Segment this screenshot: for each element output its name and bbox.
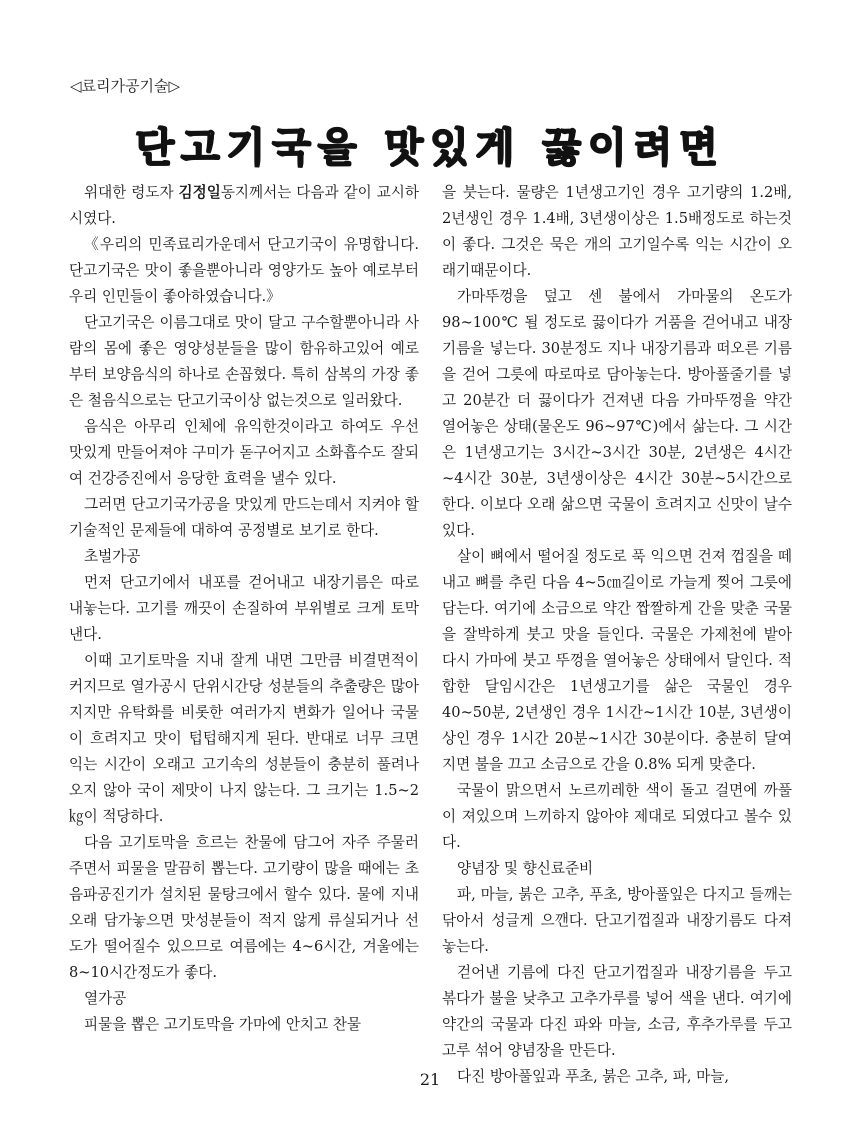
left-paragraph-5: 이때 고기토막을 지내 잘게 내면 그만큼 비결면적이 커지므로 열가공시 단위시간당 성분들의 추출량은 많아지지만 유탁화를 비롯한 여러가지 변화가 일어나 국물이 흐려지고 맛이 텁텁해지게 된다. 반대로 너무 크면 익는 시간이 오래고 고기속의 성분들이 충분히 풀려나오지 않아 국이 제맛이 나지 않는다. 그 크기는 1.5~2㎏이 적당하다. (69, 652, 419, 825)
right-paragraph-2: 가마뚜껑을 덮고 센 불에서 가마물의 온도가 98~100℃ 될 정도로 끓이다가 거품을 걷어내고 내장기름을 넣는다. 30분정도 지나 내장기름과 떠오른 기름을 걷어 그릇에 따로따로 담아놓는다. 방아풀줄기를 넣고 20분간 더 끓이다가 건져낸 다음 가마뚜껑을 약간 열어놓은 상태(물온도 96~97℃)에서 삶는다. 그 시간은 1년생고기는 3시간~3시간 30분, 2년생은 4시간~4시간 30분, 3년생이상은 4시간 30분~5시간으로 한다. 이보다 오래 삶으면 국물이 흐려지고 신맛이 날수 있다. (442, 288, 792, 539)
left-paragraph-3: 그러면 단고기국가공을 맛있게 만드는데서 지켜야 할 기술적인 문제들에 대하여 공정별로 보기로 한다. (69, 496, 419, 539)
subheading-seasoning: 양념장 및 향신료준비 (457, 860, 594, 877)
right-paragraph-5: 파, 마늘, 붉은 고추, 푸초, 방아풀잎은 다지고 들깨는 닦아서 성글게 으깬다. 단고기껍질과 내장기름도 다져놓는다. (442, 886, 792, 955)
left-paragraph-2: 음식은 아무리 인체에 유익한것이라고 하여도 우선 맛있게 만들어져야 구미가 돋구어지고 소화흡수도 잘되여 건강증진에서 응당한 효력을 낼수 있다. (69, 418, 419, 487)
right-paragraph-4: 국물이 맑으면서 노르끼레한 색이 돌고 걸면에 까풀이 져있으며 느끼하지 않아야 제대로 되였다고 볼수 있다. (442, 782, 792, 851)
left-paragraph-7: 피물을 뽑은 고기토막을 가마에 안치고 찬물 (84, 1016, 361, 1033)
left-paragraph-4: 먼저 단고기에서 내포를 걷어내고 내장기름은 따로 내놓는다. 고기를 깨끗이 손질하여 부위별로 크게 토막낸다. (69, 574, 419, 643)
left-paragraph-1: 단고기국은 이름그대로 맛이 달고 구수할뿐아니라 사람의 몸에 좋은 영양성분들을 많이 함유하고있어 예로부터 보양음식의 하나로 손꼽혔다. 특히 삼복의 가장 좋은 철음식으로는 단고기국이상 없는것으로 일러왔다. (69, 314, 419, 409)
section-label: ◁료리가공기술▷ (70, 77, 181, 95)
intro-suffix: 동지께서는 다음과 같이 교시하시였다. (69, 184, 419, 227)
intro-paragraph (69, 180, 419, 232)
left-column (69, 180, 419, 1038)
quote-paragraph: 《우리의 민족료리가운데서 단고기국이 유명합니다. 단고기국은 맛이 좋을뿐아니라 영양가도 높아 예로부터 우리 인민들이 좋아하였습니다.》 (69, 236, 419, 305)
page-title: 단고기국을 맛있게 끓이려면 (135, 125, 725, 171)
leader-name: 김정일 (178, 184, 221, 201)
subheading-initial-processing: 초벌가공 (84, 548, 141, 565)
page-number: 21 (419, 1070, 441, 1089)
intro-prefix: 위대한 령도자 (84, 184, 179, 201)
left-paragraph-6: 다음 고기토막을 흐르는 찬물에 담그어 자주 주물러주면서 피물을 말끔히 뽑는다. 고기량이 많을 때에는 초음파공진기가 설치된 물탕크에서 할수 있다. 물에 지내 오래 담가놓으면 맛성분들이 적지 않게 류실되거나 선도가 떨어질수 있으므로 여름에는 4~6시간, 겨울에는 8~10시간정도가 좋다. (69, 834, 419, 981)
right-paragraph-1: 을 붓는다. 물량은 1년생고기인 경우 고기량의 1.2배, 2년생인 경우 1.4배, 3년생이상은 1.5배정도로 하는것이 좋다. 그것은 묵은 개의 고기일수록 익는 시간이 오래기때문이다. (442, 184, 792, 279)
right-paragraph-6: 걷어낸 기름에 다진 단고기껍질과 내장기름을 두고 볶다가 불을 낮추고 고추가루를 넣어 색을 낸다. 여기에 약간의 국물과 다진 파와 마늘, 소금, 후추가루를 두고 고루 섞어 양념장을 만든다. (442, 964, 792, 1059)
right-column (442, 180, 792, 1090)
right-paragraph-3: 살이 뼈에서 떨어질 정도로 푹 익으면 건져 껍질을 떼내고 뼈를 추린 다음 4~5㎝길이로 가늘게 찢어 그릇에 담는다. 여기에 소금으로 약간 짭짤하게 간을 맞춘 국물을 잘박하게 붓고 맛을 들인다. 국물은 가제천에 밭아 다시 가마에 붓고 뚜껑을 열어놓은 상태에서 달인다. 적합한 달임시간은 1년생고기를 삶은 국물인 경우 40~50분, 2년생인 경우 1시간~1시간 10분, 3년생이상인 경우 1시간 20분~1시간 30분이다. 충분히 달여지면 불을 끄고 소금으로 간을 0.8% 되게 맞춘다. (442, 548, 792, 773)
subheading-heat-processing: 열가공 (84, 990, 127, 1007)
right-paragraph-7: 다진 방아풀잎과 푸초, 붉은 고추, 파, 마늘, (457, 1068, 729, 1085)
